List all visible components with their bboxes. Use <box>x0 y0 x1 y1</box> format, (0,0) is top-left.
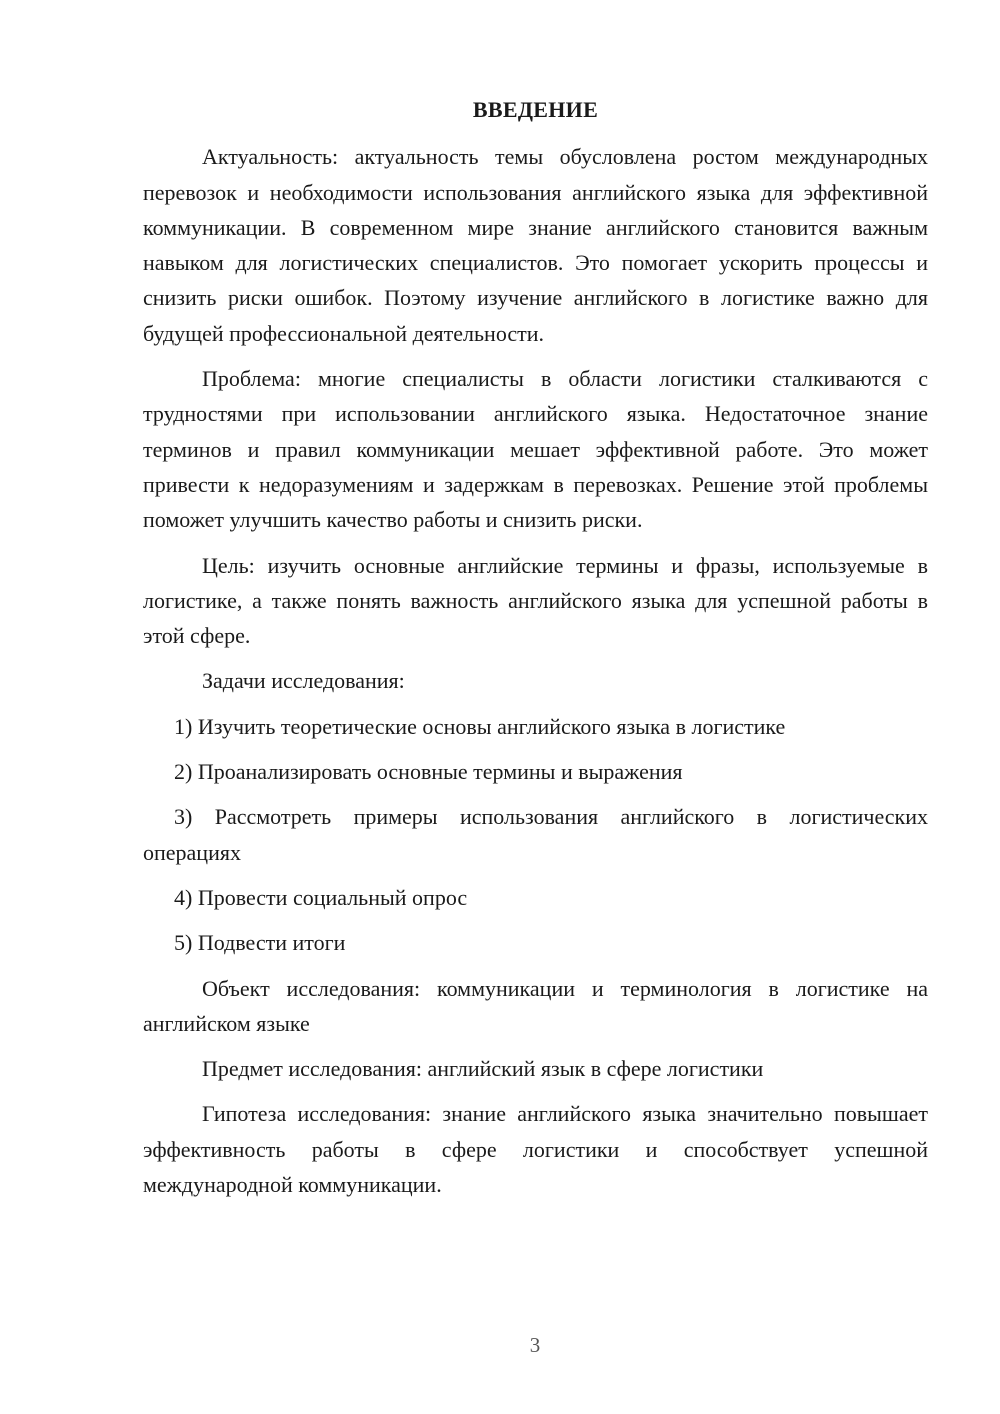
task-item-2: 2) Проанализировать основные термины и выражения <box>174 759 683 785</box>
task-item-3: 3) Рассмотреть примеры использования английского в логистических операциях <box>143 804 928 865</box>
object-paragraph: Объект исследования: коммуникации и терминология в логистике на английском языке <box>143 975 928 1036</box>
section-title: ВВЕДЕНИЕ <box>472 97 599 122</box>
task-item-5: 5) Подвести итоги <box>174 930 346 956</box>
task-item-4: 4) Провести социальный опрос <box>174 884 468 910</box>
problem-paragraph: Проблема: многие специалисты в области логистики сталкиваются с трудностями при использовании английского языка. Недостаточное знание терминов и правил коммуникации мешает эффективной работе. Это может привести к недоразумениям и задержкам в перевозках. Решение этой проблемы поможет улучшить качество работы и снизить риски. <box>143 366 928 533</box>
page-number: 3 <box>529 1333 541 1357</box>
goal-paragraph: Цель: изучить основные английские термины и фразы, используемые в логистике, а также понять важность английского языка для успешной работы в этой сфере. <box>143 552 928 649</box>
tasks-heading: Задачи исследования: <box>202 668 405 694</box>
page-content <box>143 92 928 1212</box>
hypothesis-paragraph: Гипотеза исследования: знание английского языка значительно повышает эффективность работы в сфере логистики и способствует успешной международной коммуникации. <box>143 1101 928 1198</box>
task-item-1: 1) Изучить теоретические основы английского языка в логистике <box>174 713 786 739</box>
subject-paragraph: Предмет исследования: английский язык в сфере логистики <box>202 1056 764 1082</box>
relevance-paragraph: Актуальность: актуальность темы обусловлена ростом международных перевозок и необходимости использования английского языка для эффективной коммуникации. В современном мире знание английского становится важным навыком для логистических специалистов. Это помогает ускорить процессы и снизить риски ошибок. Поэтому изучение английского в логистике важно для будущей профессиональной деятельности. <box>143 144 928 346</box>
